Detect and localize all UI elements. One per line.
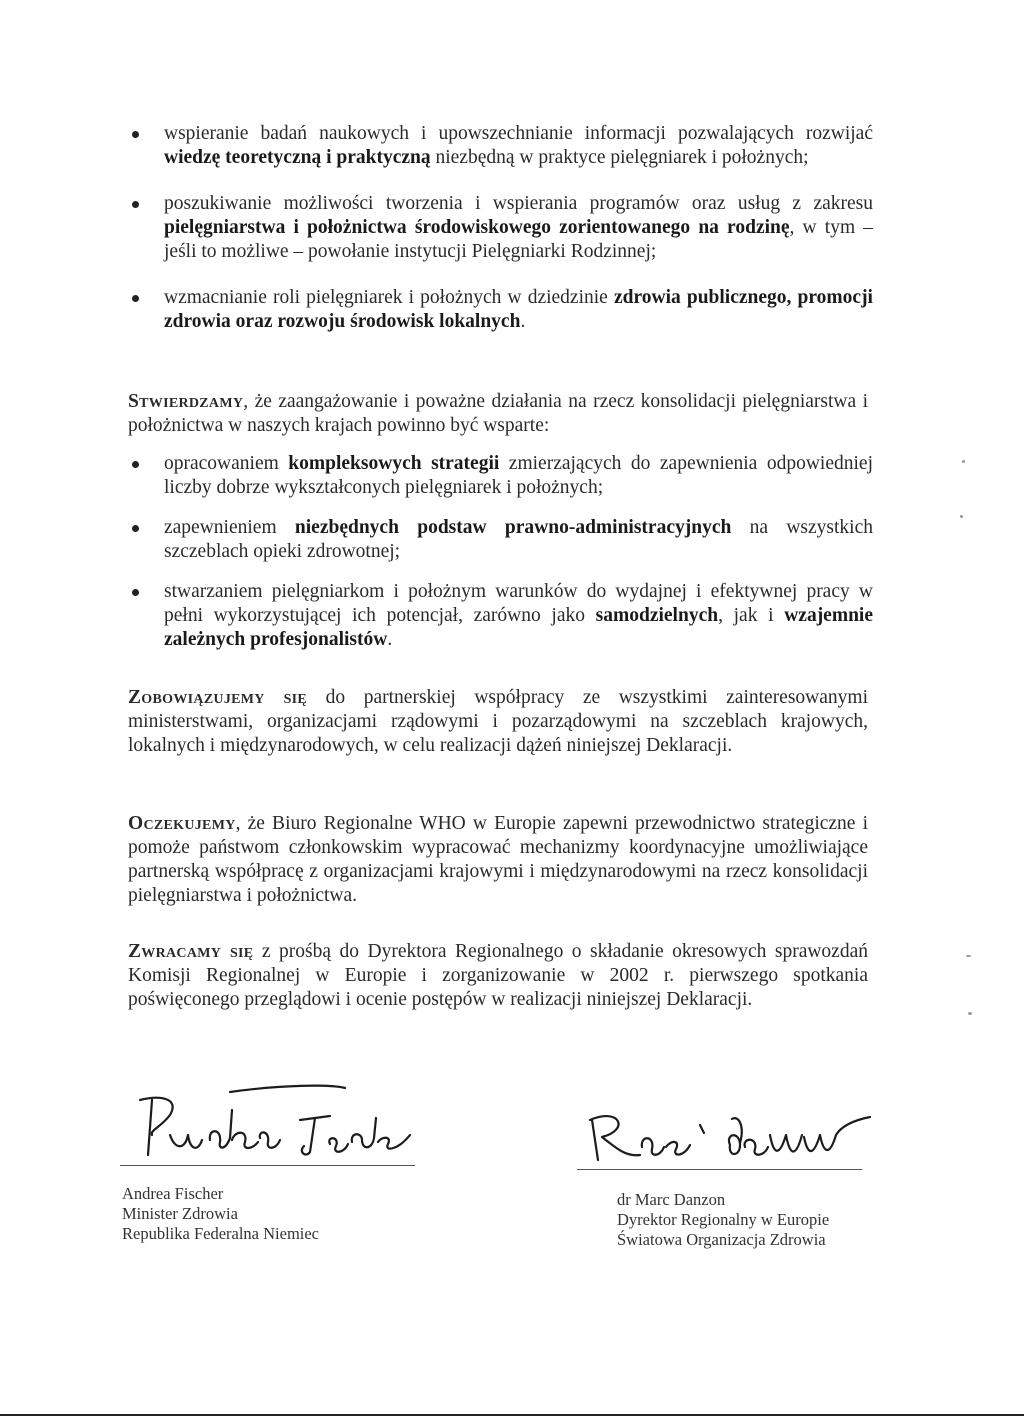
- top-bullet-list: [128, 122, 873, 334]
- bold-phrase: niezbędnych podstaw prawno-administracyjnych: [294, 517, 732, 538]
- text-run: .: [387, 629, 393, 650]
- text-run: , jak i: [718, 605, 785, 626]
- signatory-right: [617, 1190, 829, 1250]
- signature-marc-danzon: [580, 1095, 880, 1170]
- signatory-organization: Światowa Organizacja Zdrowia: [617, 1230, 826, 1249]
- bullet-dot: [132, 525, 139, 532]
- bullet-dot: [132, 131, 139, 138]
- bullet-item: [128, 452, 873, 500]
- bold-phrase: samodzielnych: [595, 605, 719, 626]
- scan-speck: [968, 1012, 972, 1015]
- signatory-name: dr Marc Danzon: [617, 1190, 726, 1209]
- stwierdzamy-paragraph: [128, 390, 868, 438]
- bold-phrase: zdrowia publicznego, promocji zdrowia oraz rozwoju środowisk lokalnych: [164, 287, 873, 332]
- paragraph-lead: Oczekujemy: [128, 813, 236, 834]
- mid-bullet-list: [128, 452, 873, 652]
- signature-andrea-fischer: [130, 1080, 420, 1170]
- scan-speck: [966, 955, 971, 957]
- paragraph-lead: Zwracamy się: [128, 941, 254, 962]
- text-run: poszukiwanie możliwości tworzenia i wspierania programów oraz usług z zakresu: [164, 193, 873, 214]
- text-run: zmierzających do zapewnienia odpowiedniej liczby dobrze wykształconych pielęgniarek i położnych;: [164, 453, 873, 498]
- signatory-name: Andrea Fischer: [122, 1184, 224, 1203]
- zwracamy-paragraph: [128, 940, 868, 1012]
- signatory-title: Dyrektor Regionalny w Europie: [617, 1210, 830, 1229]
- bullet-item: [128, 580, 873, 652]
- bullet-dot: [132, 295, 139, 302]
- oczekujemy-paragraph: [128, 812, 868, 908]
- bullet-item: [128, 192, 873, 264]
- zobowiazujemy-paragraph: [128, 686, 868, 758]
- text-run: zapewnieniem: [164, 517, 295, 538]
- bullet-dot: [132, 461, 139, 468]
- signatory-title: Minister Zdrowia: [122, 1204, 238, 1223]
- bullet-item: [128, 122, 873, 170]
- paragraph-text: , że zaangażowanie i poważne działania na rzecz konsolidacji pielęgniarstwa i położnictwa w naszych krajach powinno być wsparte:: [128, 391, 868, 436]
- bullet-item: [128, 516, 873, 564]
- bullet-dot: [132, 589, 139, 596]
- bold-phrase: pielęgniarstwa i położnictwa środowiskowego zorientowanego na rodzinę: [164, 217, 790, 238]
- scan-speck: [960, 515, 963, 518]
- paragraph-text: , że Biuro Regionalne WHO w Europie zapewni przewodnictwo strategiczne i pomoże państwom członkowskim wypracować mechanizmy koordynacyjne umożliwiające partnerską współpracę z organizacjami krajowymi i międzynarodowymi na rzecz konsolidacji pielęgniarstwa i położnictwa.: [128, 813, 868, 906]
- text-run: opracowaniem: [164, 453, 289, 474]
- text-run: , w tym – jeśli to możliwe – powołanie instytucji Pielęgniarki Rodzinnej;: [164, 217, 873, 262]
- scan-speck: [962, 460, 965, 463]
- signature-line-right: [577, 1169, 862, 1170]
- bold-phrase: wzajemnie zależnych profesjonalistów: [164, 605, 874, 650]
- paragraph-lead: Zobowiązujemy się: [128, 687, 308, 708]
- signatory-left: [122, 1184, 319, 1244]
- bold-phrase: wiedzę teoretyczną i praktyczną: [164, 147, 431, 168]
- text-run: .: [520, 311, 526, 332]
- text-run: wspieranie badań naukowych i upowszechnianie informacji pozwalających rozwijać: [164, 123, 873, 144]
- text-run: na wszystkich szczeblach opieki zdrowotnej;: [164, 517, 873, 562]
- text-run: niezbędną w praktyce pielęgniarek i położnych;: [430, 147, 809, 168]
- bullet-dot: [132, 201, 139, 208]
- bullet-item: [128, 286, 873, 334]
- scan-edge-line: [0, 1414, 1024, 1416]
- signature-line-left: [120, 1165, 415, 1166]
- bold-phrase: kompleksowych strategii: [288, 453, 500, 474]
- paragraph-text: z prośbą do Dyrektora Regionalnego o składanie okresowych sprawozdań Komisji Regionalnej w Europie i zorganizowanie w 2002 r. pierwszego spotkania poświęconego przeglądowi i ocenie postępów w realizacji niniejszej Deklaracji.: [128, 941, 868, 1010]
- paragraph-lead: Stwierdzamy: [128, 391, 244, 412]
- paragraph-text: do partnerskiej współpracy ze wszystkimi zainteresowanymi ministerstwami, organizacjami rządowymi i pozarządowymi na szczeblach krajowych, lokalnych i międzynarodowych, w celu realizacji dążeń niniejszej Deklaracji.: [128, 687, 869, 756]
- text-run: stwarzaniem pielęgniarkom i położnym warunków do wydajnej i efektywnej pracy w pełni wykorzystującej ich potencjał, zarówno jako: [164, 581, 873, 626]
- signatory-organization: Republika Federalna Niemiec: [122, 1224, 320, 1243]
- text-run: wzmacnianie roli pielęgniarek i położnych w dziedzinie: [164, 287, 614, 308]
